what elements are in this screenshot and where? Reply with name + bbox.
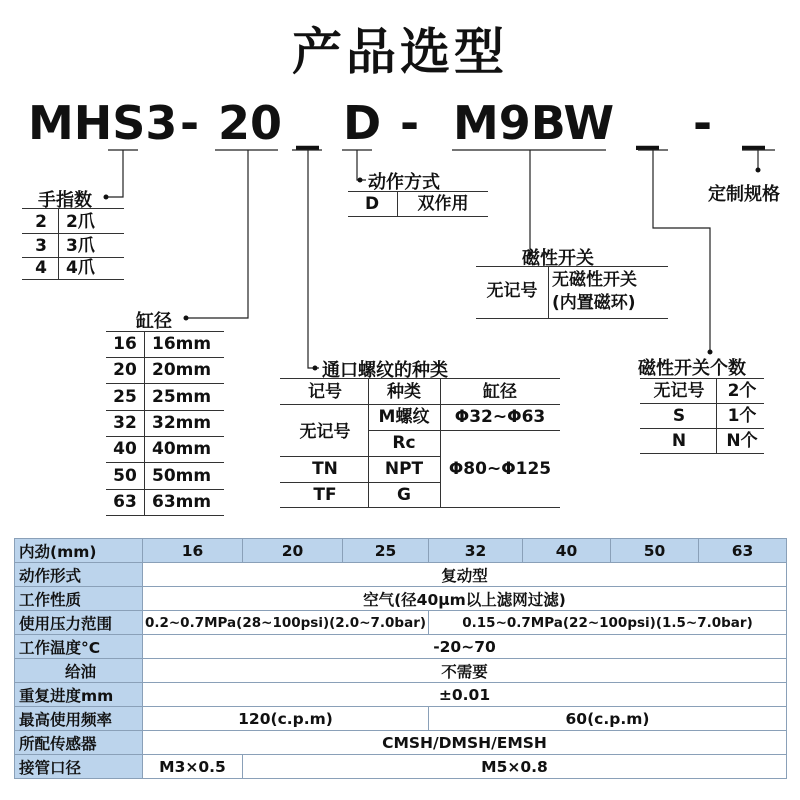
spec-row-label: 给油 xyxy=(15,659,143,683)
fingers-code: 3 xyxy=(35,236,47,256)
spec-row-value: 0.15~0.7MPa(22~100psi)(1.5~7.0bar) xyxy=(429,611,787,635)
bore-label: 缸径 xyxy=(136,311,172,332)
bore-code: 50 xyxy=(113,465,137,486)
spec-row-frequency xyxy=(15,707,787,731)
bore-code: 16 xyxy=(113,334,137,354)
switch-count-value: 1个 xyxy=(727,406,757,426)
bore-value: 20mm xyxy=(152,360,212,381)
bore-code: 32 xyxy=(113,412,137,433)
page-title: 产品选型 xyxy=(292,23,508,81)
port-tf: TF xyxy=(313,485,337,505)
switch-code: 无记号 xyxy=(486,281,538,301)
bore-value: 40mm xyxy=(152,439,212,460)
spec-row-label: 使用压力范围 xyxy=(15,611,143,635)
spec-row-action xyxy=(15,563,787,587)
spec-row-temp xyxy=(15,635,787,659)
spec-row-value: M5×0.8 xyxy=(243,755,787,779)
bore-value: 63mm xyxy=(152,491,212,512)
port-label: 通口螺纹的种类 xyxy=(322,360,448,381)
fingers-code: 2 xyxy=(35,212,47,232)
switch-count-code: N xyxy=(671,431,687,451)
port-npt: NPT xyxy=(384,459,424,479)
switch-count-code: S xyxy=(672,406,686,426)
spec-size: 63 xyxy=(699,539,787,563)
spec-row-value: 60(c.p.m) xyxy=(429,707,787,731)
spec-table xyxy=(14,538,787,779)
spec-row-value: M3×0.5 xyxy=(143,755,243,779)
spec-row-label: 接管口径 xyxy=(15,755,143,779)
port-header-mark: 记号 xyxy=(308,382,342,402)
code-blank-port: _ xyxy=(296,96,319,150)
bore-value: 16mm xyxy=(152,334,212,354)
code-dash-2: - xyxy=(400,96,420,150)
bore-value: 50mm xyxy=(152,465,212,486)
spec-row-value: -20~70 xyxy=(143,635,787,659)
switch-label: 磁性开关 xyxy=(522,248,594,269)
spec-row-pressure xyxy=(15,611,787,635)
port-header-bore: 缸径 xyxy=(483,382,517,402)
spec-row-value: ±0.01 xyxy=(143,683,787,707)
switch-count-value: 2个 xyxy=(727,381,757,401)
fingers-label: 手指数 xyxy=(38,190,92,211)
bore-code: 25 xyxy=(113,386,137,407)
port-bore-large: Φ80~Φ125 xyxy=(448,459,552,479)
spec-row-label: 工作温度°C xyxy=(15,635,143,659)
code-switch: M9BW xyxy=(453,96,615,150)
switch-count-value: N个 xyxy=(726,431,758,451)
port-tn: TN xyxy=(312,459,338,479)
spec-row-label: 最高使用频率 xyxy=(15,707,143,731)
port-header-type: 种类 xyxy=(387,382,421,402)
port-bore-small: Φ32~Φ63 xyxy=(454,407,546,427)
code-dash-1: - xyxy=(180,96,200,150)
spec-row-value: 0.2~0.7MPa(28~100psi)(2.0~7.0bar) xyxy=(143,611,429,635)
switch-value-line1: 无磁性开关 xyxy=(552,270,637,290)
spec-row-sensor xyxy=(15,731,787,755)
bore-value: 32mm xyxy=(152,412,212,433)
spec-size: 25 xyxy=(343,539,429,563)
spec-size: 32 xyxy=(429,539,523,563)
spec-row-value: 复动型 xyxy=(143,563,787,587)
spec-row-label: 动作形式 xyxy=(15,563,143,587)
code-series: MHS3 xyxy=(28,96,178,150)
spec-header-row xyxy=(15,539,787,563)
fingers-code: 4 xyxy=(35,258,47,278)
port-no-mark: 无记号 xyxy=(299,422,351,442)
action-label: 动作方式 xyxy=(368,172,440,193)
port-m-thread: M螺纹 xyxy=(378,407,430,427)
spec-size: 50 xyxy=(611,539,699,563)
spec-row-value: CMSH/DMSH/EMSH xyxy=(143,731,787,755)
code-blank-custom: _ xyxy=(742,96,765,150)
fingers-value: 2爪 xyxy=(66,212,95,232)
spec-size: 20 xyxy=(243,539,343,563)
code-bore: 20 xyxy=(218,96,283,150)
spec-size: 40 xyxy=(523,539,611,563)
bore-value: 25mm xyxy=(152,386,212,407)
spec-row-value: 不需要 xyxy=(143,659,787,683)
bore-code: 40 xyxy=(113,439,137,460)
fingers-value: 4爪 xyxy=(66,258,95,278)
switch-count-code: 无记号 xyxy=(653,381,705,401)
code-action: D xyxy=(343,96,382,150)
spec-row-label: 所配传感器 xyxy=(15,731,143,755)
spec-row-repeat xyxy=(15,683,787,707)
bore-code: 63 xyxy=(113,491,137,512)
spec-row-label: 重复进度mm xyxy=(15,683,143,707)
spec-row-fluid xyxy=(15,587,787,611)
spec-row-lube xyxy=(15,659,787,683)
custom-label: 定制规格 xyxy=(708,184,780,205)
action-value: 双作用 xyxy=(417,194,469,214)
spec-row-label: 工作性质 xyxy=(15,587,143,611)
switch-count-label: 磁性开关个数 xyxy=(638,358,746,379)
spec-row-value: 空气(径40μm以上滤网过滤) xyxy=(143,587,787,611)
spec-header-label: 内劲(mm) xyxy=(15,539,143,563)
spec-size: 16 xyxy=(143,539,243,563)
bore-code: 20 xyxy=(113,360,137,381)
code-dash-3: - xyxy=(693,96,713,150)
spec-row-piping xyxy=(15,755,787,779)
port-rc: Rc xyxy=(392,433,416,453)
action-code: D xyxy=(364,194,380,214)
fingers-value: 3爪 xyxy=(66,236,95,256)
spec-row-value: 120(c.p.m) xyxy=(143,707,429,731)
port-g: G xyxy=(397,485,411,505)
switch-value-line2: (内置磁环) xyxy=(552,293,636,313)
code-blank-count: _ xyxy=(636,96,659,150)
